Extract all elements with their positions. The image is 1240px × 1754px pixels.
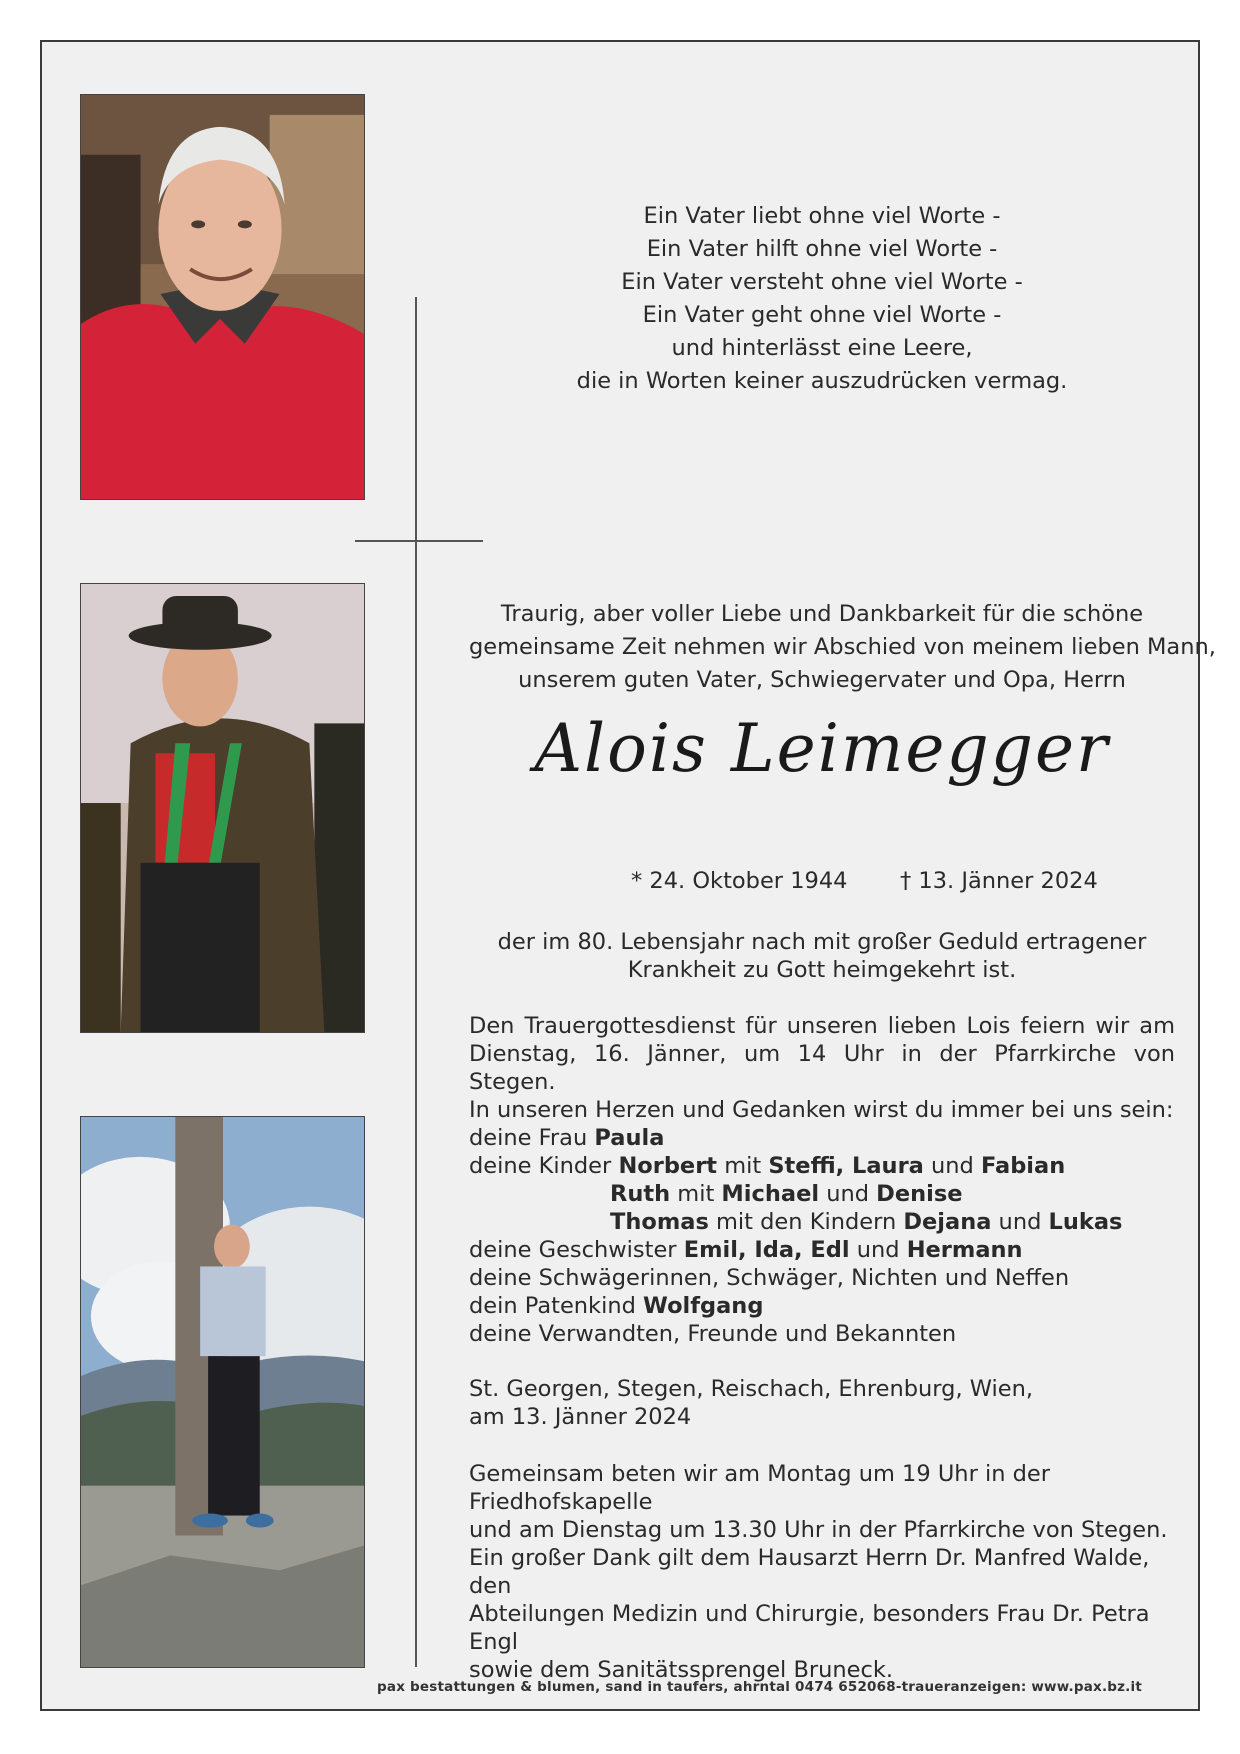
mourner-children: deine Kinder Norbert mit Steffi, Laura und Fabian xyxy=(469,1153,1066,1179)
poem-line: und hinterlässt eine Leere, xyxy=(671,335,973,361)
mourner-wife: deine Frau Paula xyxy=(469,1125,665,1151)
thanks-line: Ein großer Dank gilt dem Hausarzt Herrn Dr. Manfred Walde, den xyxy=(469,1545,1150,1599)
birth-date: * 24. Oktober 1944 xyxy=(631,868,848,894)
mourner-inlaws: deine Schwägerinnen, Schwäger, Nichten und Neffen xyxy=(469,1265,1070,1291)
intro-line: unserem guten Vater, Schwiegervater und Opa, Herrn xyxy=(518,667,1126,693)
cross-horizontal-bar xyxy=(355,540,483,542)
mourner-child-ruth: Ruth mit Michael und Denise xyxy=(610,1181,963,1207)
date-line: am 13. Jänner 2024 xyxy=(469,1404,692,1430)
traditional-dress-photo xyxy=(80,583,365,1033)
age-statement xyxy=(469,928,1175,984)
intro-text xyxy=(469,598,1216,697)
poem-line: Ein Vater geht ohne viel Worte - xyxy=(642,302,1002,328)
thanks-text xyxy=(469,1544,1175,1684)
prayer-text xyxy=(469,1460,1175,1544)
funeral-service-text: Den Trauergottesdienst für unseren lieben Lois feiern wir am Dienstag, 16. Jänner, um 14 Uhr in der Pfarrkirche von Stegen. xyxy=(469,1013,1175,1095)
prayer-line: und am Dienstag um 13.30 Uhr in der Pfarrkirche von Stegen. xyxy=(469,1517,1168,1543)
mourner-godchild: dein Patenkind Wolfgang xyxy=(469,1293,764,1319)
age-line: der im 80. Lebensjahr nach mit großer Geduld ertragener xyxy=(497,929,1147,955)
deceased-name: Alois Leimegger xyxy=(534,710,1110,787)
poem-line: die in Worten keiner auszudrücken vermag. xyxy=(576,368,1068,394)
portrait-photo xyxy=(80,94,365,500)
age-line: Krankheit zu Gott heimgekehrt ist. xyxy=(627,957,1017,983)
poem xyxy=(469,200,1175,398)
mourners-intro: In unseren Herzen und Gedanken wirst du immer bei uns sein: xyxy=(469,1097,1174,1123)
funeral-home-footer: pax bestattungen & blumen, sand in taufers, ahrntal 0474 652068-traueranzeigen: www.pax.bz.it xyxy=(377,1679,1142,1695)
place-and-date xyxy=(469,1375,1175,1431)
cross-vertical-bar xyxy=(415,297,417,1667)
poem-line: Ein Vater liebt ohne viel Worte - xyxy=(643,203,1001,229)
mourners-list xyxy=(469,1096,1175,1348)
death-date: † 13. Jänner 2024 xyxy=(900,868,1098,894)
poem-line: Ein Vater versteht ohne viel Worte - xyxy=(621,269,1023,295)
obituary-card xyxy=(40,40,1216,1711)
thanks-line: sowie dem Sanitätssprengel Bruneck. xyxy=(469,1657,894,1683)
intro-line: gemeinsame Zeit nehmen wir Abschied von meinem lieben Mann, xyxy=(469,634,1216,660)
place-line: St. Georgen, Stegen, Reischach, Ehrenburg, Wien, xyxy=(469,1376,1034,1402)
summit-photo xyxy=(80,1116,365,1668)
mourner-child-thomas: Thomas mit den Kindern Dejana und Lukas xyxy=(610,1209,1123,1235)
intro-line: Traurig, aber voller Liebe und Dankbarkeit für die schöne xyxy=(500,601,1144,627)
mourner-siblings: deine Geschwister Emil, Ida, Edl und Hermann xyxy=(469,1237,1023,1263)
prayer-line: Gemeinsam beten wir am Montag um 19 Uhr in der Friedhofskapelle xyxy=(469,1461,1051,1515)
thanks-line: Abteilungen Medizin und Chirurgie, besonders Frau Dr. Petra Engl xyxy=(469,1601,1150,1655)
poem-line: Ein Vater hilft ohne viel Worte - xyxy=(646,236,998,262)
mourner-relatives: deine Verwandten, Freunde und Bekannten xyxy=(469,1321,957,1347)
